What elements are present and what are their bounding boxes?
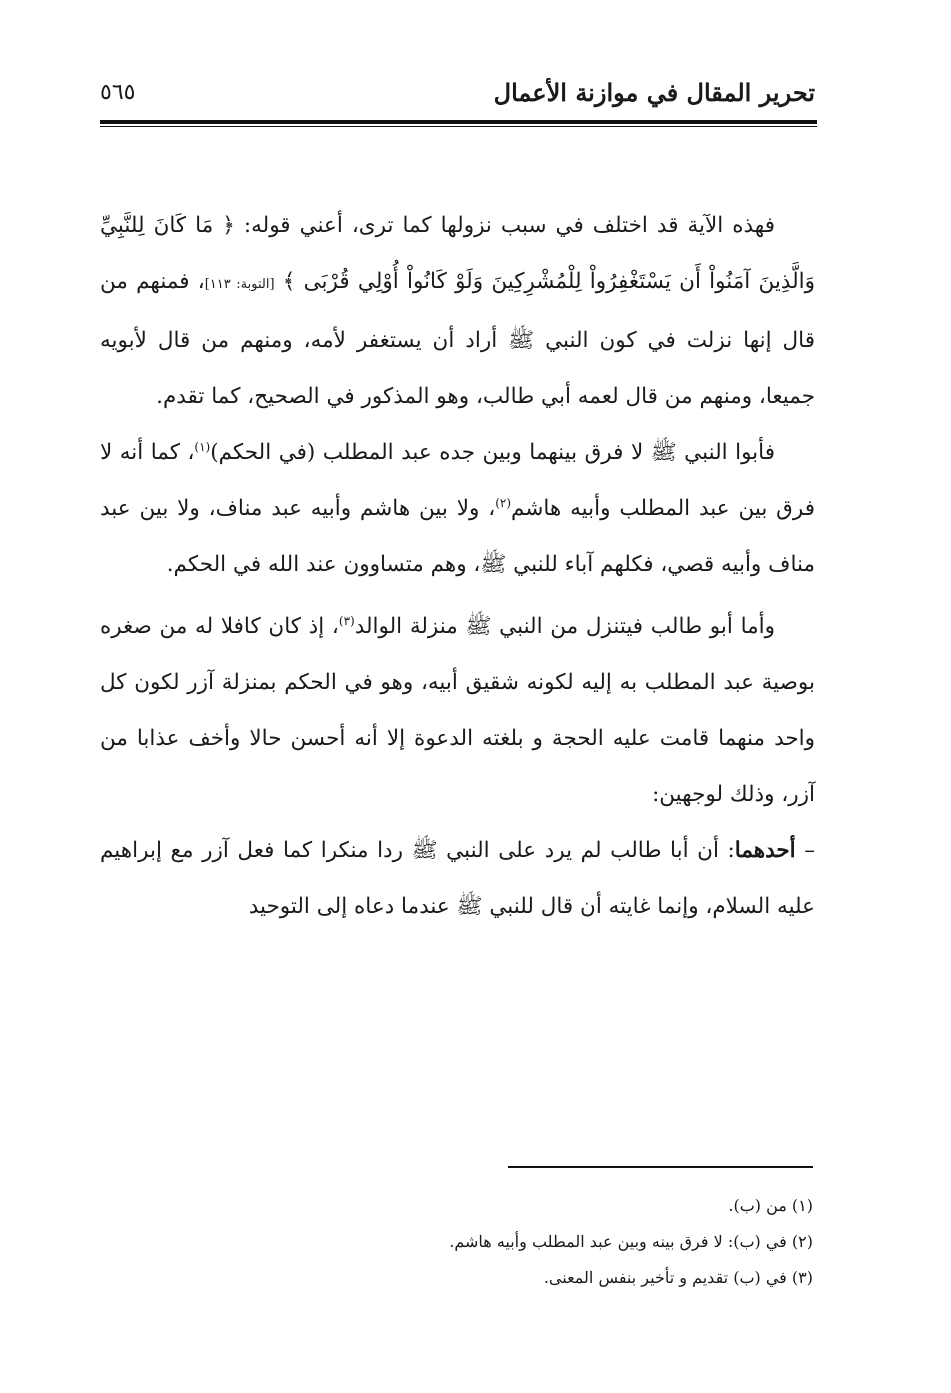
- main-text: [100, 198, 815, 935]
- paragraph-3: [100, 599, 815, 823]
- verse-reference: [التوبة: ١١٣]: [204, 277, 275, 292]
- paragraph-2-part-b: ، كما أنه لا فرق بين عبد المطلب وأبيه هاشم: [100, 440, 816, 521]
- paragraph-3-part-a: وأما أبو طالب فيتنزل من النبي ﷺ منزلة الوالد: [354, 614, 775, 639]
- header-rule-thick: [100, 120, 817, 124]
- header-rule-thin: [100, 126, 817, 127]
- paragraph-1-intro: فهذه الآية قد اختلف في سبب نزولها كما ترى، أعني قوله: ﴿ مَا كَانَ: [153, 213, 775, 238]
- list-dash: –: [795, 838, 815, 863]
- quran-verse: لِلنَّبِيِّ وَالَّذِينَ آمَنُواْ أَن يَسْتَغْفِرُواْ لِلْمُشْرِكِينَ وَلَوْ كَانُواْ أُوْلِي قُرْبَى ﴾: [100, 213, 816, 294]
- first-reason-label: أحدهما: [734, 838, 796, 863]
- footnote-ref-1[interactable]: (١): [194, 439, 211, 454]
- running-title: تحرير المقال في موازنة الأعمال: [493, 78, 815, 107]
- paragraph-2-part-a: فأبوا النبي ﷺ لا فرق بينهما وبين جده عبد المطلب (في الحكم): [210, 440, 775, 465]
- paragraph-1: [100, 198, 815, 425]
- footnote-1: (١) من (ب).: [728, 1196, 813, 1215]
- paragraph-3-part-b: ، إذ كان كافلا له من صغره بوصية عبد المطلب به إليه لكونه شقيق أبيه، وهو في الحكم بمنزلة آزر لكون كل واحد منهما قامت عليه الحجة و بلغته الدعوة إلا أنه أحسن حالا وأخف عذابا من آزر، وذلك لوجهين:: [100, 614, 815, 807]
- footnote-2: (٢) في (ب): لا فرق بينه وبين عبد المطلب وأبيه هاشم.: [449, 1232, 813, 1251]
- footnote-ref-2[interactable]: (٢): [495, 495, 512, 510]
- paragraph-4: [100, 823, 815, 935]
- footnotes: [100, 1188, 813, 1296]
- paragraph-2: [100, 425, 815, 593]
- footnote-ref-3[interactable]: (٣): [338, 613, 355, 628]
- page-header: [100, 78, 815, 118]
- paragraph-2-part-c: ، ولا بين هاشم وأبيه عبد مناف، ولا بين عبد مناف وأبيه قصي، فكلهم آباء للنبي ﷺ، وهم متساوون عند الله في الحكم.: [100, 496, 815, 577]
- paragraph-1-rest: ، فمنهم من قال إنها نزلت في كون النبي ﷺ أراد أن يستغفر لأمه، ومنهم من قال لأبويه جميعا، ومنهم من قال لعمه أبي طالب، وهو المذكور في الصحيح، كما تقدم.: [100, 269, 815, 409]
- footnote-3: (٣) في (ب) تقديم و تأخير بنفس المعنى.: [543, 1268, 813, 1287]
- paragraph-4-rest: : أن أبا طالب لم يرد على النبي ﷺ ردا منكرا كما فعل آزر مع إبراهيم عليه السلام، وإنما غايته أن قال للنبي ﷺ عندما دعاه إلى التوحيد: [100, 838, 815, 919]
- footnote-separator: [508, 1166, 813, 1168]
- page-number: ٥٦٥: [100, 80, 136, 105]
